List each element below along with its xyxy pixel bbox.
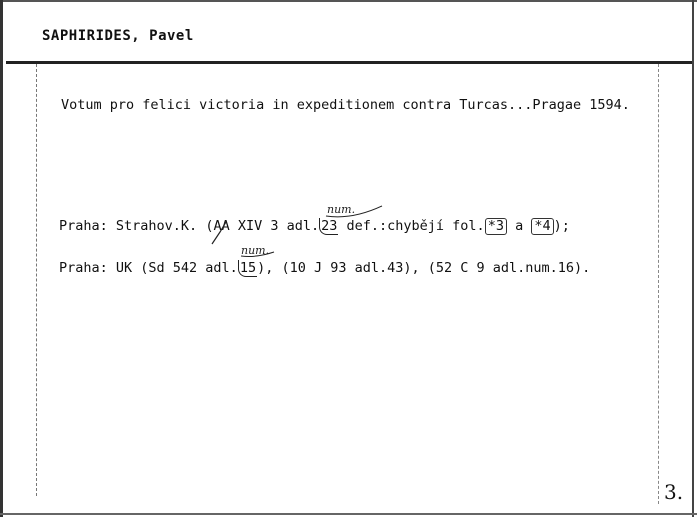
holding-uk-prefix: Praha: UK (Sd 542 adl. — [59, 260, 238, 276]
author-heading: SAPHIRIDES, Pavel — [42, 28, 194, 44]
handwritten-annotation-2: num. — [241, 244, 270, 257]
leaf-box-1: *3 — [485, 218, 507, 235]
margin-line-left — [36, 64, 37, 496]
heading-rule — [6, 61, 692, 64]
margin-line-right — [658, 64, 659, 504]
card-edge-bottom — [0, 513, 697, 515]
holding-uk — [59, 260, 590, 277]
card-edge-right — [692, 0, 694, 517]
holding-strahov — [59, 218, 570, 235]
holding-strahov-prefix: Praha: Strahov.K. — [59, 218, 206, 234]
leaf-box-2: *4 — [531, 218, 553, 235]
holding-strahov-note: def.:chybějí fol. — [346, 218, 485, 234]
holding-strahov-end: ); — [553, 218, 570, 234]
handwritten-annotation-1: num. — [327, 203, 356, 216]
holding-strahov-number: 23 — [321, 218, 338, 234]
holding-strahov-conj: a — [506, 218, 532, 234]
card-number: 3. — [664, 480, 684, 504]
holding-uk-number: 15 — [239, 260, 257, 276]
holding-uk-rest: ), (10 J 93 adl.43), (52 C 9 adl.num.16). — [257, 260, 591, 276]
title-entry: Votum pro felici victoria in expeditionem contra Turcas...Pragae 1594. — [61, 97, 630, 113]
card-edge-top — [0, 0, 697, 2]
holding-strahov-shelf: (AA XIV 3 adl. — [205, 218, 320, 234]
card-edge-left — [0, 0, 3, 517]
